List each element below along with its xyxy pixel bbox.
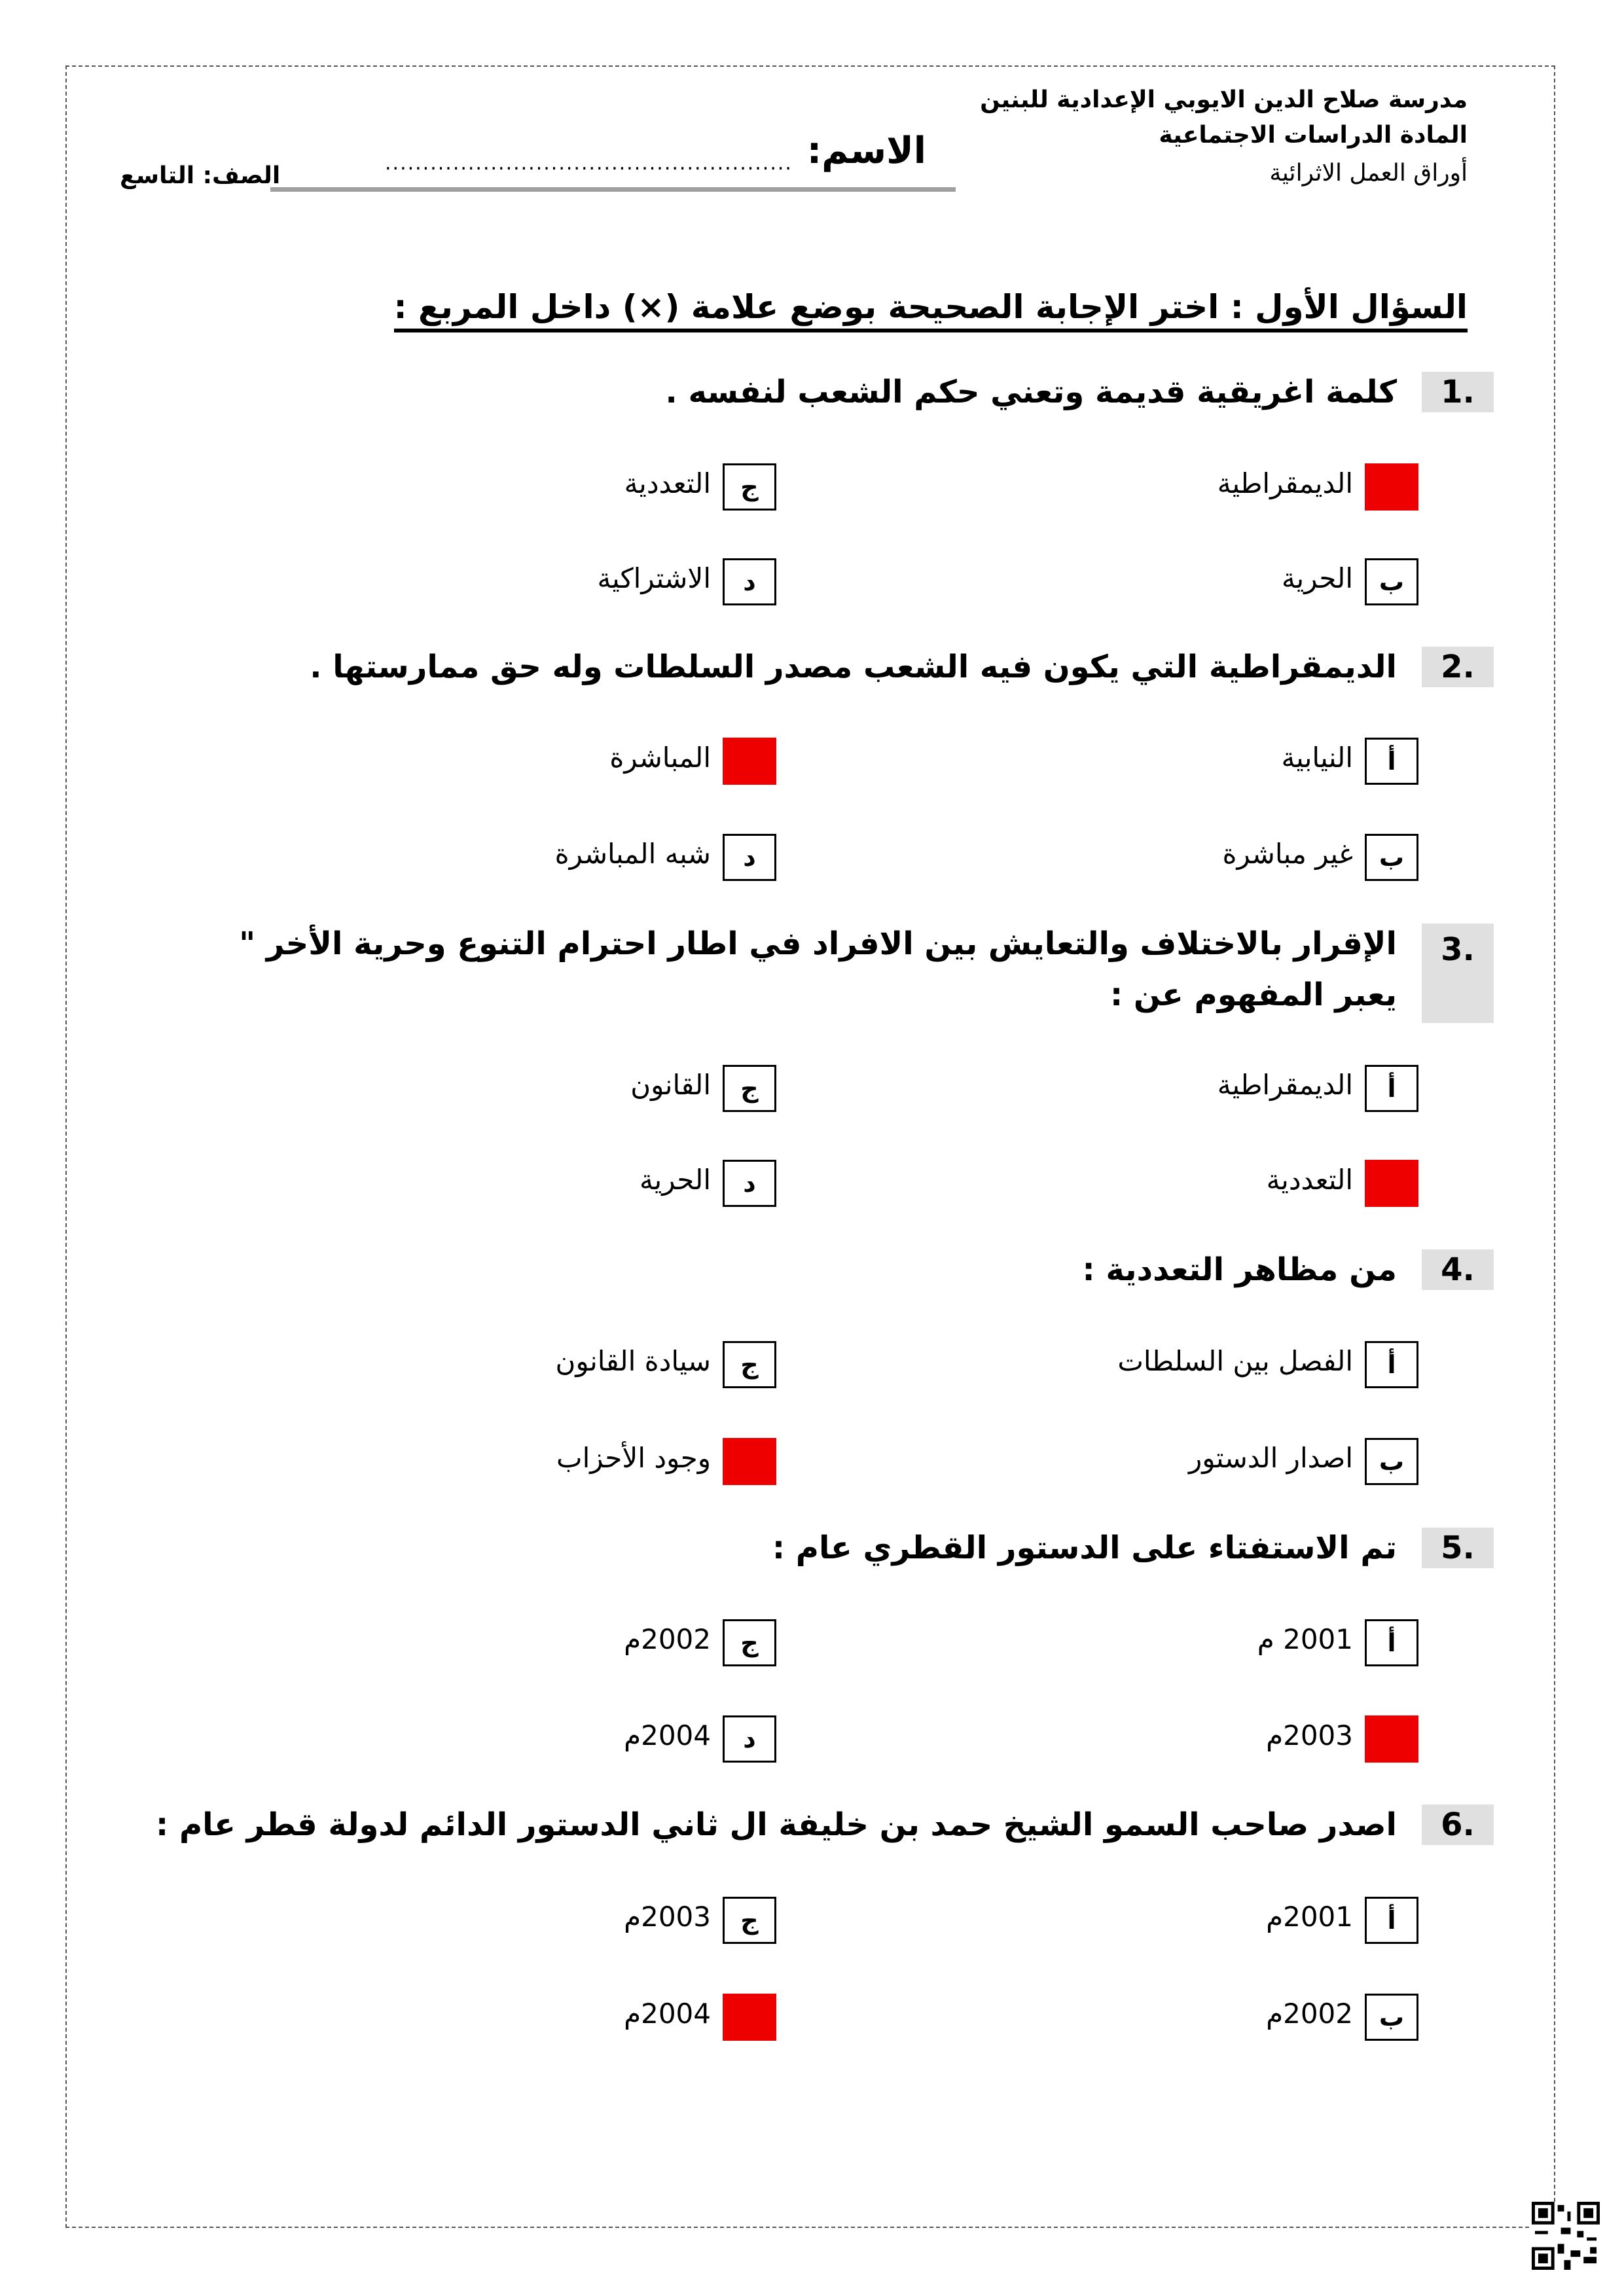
answer-checkbox[interactable] [723, 1065, 776, 1112]
option-text: 2003م [624, 1901, 711, 1933]
question-text-continued: يعبر المفهوم عن : [1110, 977, 1397, 1013]
option-letter: ب [1379, 1447, 1405, 1476]
option-letter: د [743, 843, 756, 872]
option-text: 2001 م [1257, 1623, 1353, 1655]
option-text: التعددية [1266, 1164, 1353, 1196]
option-letter: د [743, 567, 756, 596]
name-label: الاسم: [806, 130, 926, 172]
question-text: كلمة اغريقية قديمة وتعني حكم الشعب لنفسه . [665, 374, 1397, 410]
question-text: من مظاهر التعددية : [1082, 1251, 1397, 1288]
question-number: 1. [1422, 372, 1494, 412]
option-letter: ب [1379, 567, 1405, 596]
question-number: 5. [1422, 1528, 1494, 1568]
answer-checkbox-marked[interactable] [1365, 1160, 1418, 1207]
answer-checkbox[interactable] [1365, 1897, 1418, 1944]
answer-checkbox[interactable] [723, 1897, 776, 1944]
question-text: تم الاستفتاء على الدستور القطري عام : [772, 1530, 1397, 1566]
question-text: اصدر صاحب السمو الشيخ حمد بن خليفة ال ثاني الدستور الدائم لدولة قطر عام : [156, 1806, 1397, 1843]
option-letter: د [743, 1169, 756, 1198]
question-text: الديمقراطية التي يكون فيه الشعب مصدر السلطات وله حق ممارستها . [310, 649, 1397, 685]
option-text: غير مباشرة [1222, 838, 1353, 870]
name-underline [270, 187, 956, 192]
option-text: 2003م [1266, 1719, 1353, 1751]
option-text: الديمقراطية [1217, 1069, 1353, 1101]
option-text: الفصل بين السلطات [1117, 1345, 1353, 1377]
answer-checkbox[interactable] [1365, 834, 1418, 881]
option-letter: د [743, 1725, 756, 1753]
option-letter: أ [1387, 1074, 1396, 1103]
question-number: 6. [1422, 1804, 1494, 1845]
answer-checkbox[interactable] [723, 558, 776, 605]
option-text: 2001م [1266, 1901, 1353, 1933]
option-letter: ج [740, 1074, 759, 1103]
answer-checkbox[interactable] [723, 1715, 776, 1763]
option-letter: أ [1387, 747, 1396, 776]
option-text: الاشتراكية [597, 562, 711, 594]
question-number: 4. [1422, 1249, 1494, 1290]
question-number: 2. [1422, 647, 1494, 687]
option-text: اصدار الدستور [1188, 1442, 1353, 1474]
answer-checkbox[interactable] [723, 1341, 776, 1388]
qr-code-icon [1532, 2202, 1600, 2270]
option-letter: ب [1379, 843, 1405, 872]
option-text: الديمقراطية [1217, 467, 1353, 499]
answer-checkbox[interactable] [1365, 1619, 1418, 1666]
option-letter: ج [740, 1906, 759, 1935]
answer-checkbox[interactable] [1365, 738, 1418, 785]
school-name: مدرسة صلاح الدين الايوبي الإعدادية للبنين [980, 86, 1468, 113]
option-text: المباشرة [609, 742, 711, 774]
grade-label: الصف: التاسع [120, 162, 281, 189]
option-letter: ج [740, 1350, 759, 1379]
option-letter: ج [740, 1628, 759, 1657]
answer-checkbox-marked[interactable] [723, 1438, 776, 1485]
answer-checkbox-marked[interactable] [723, 738, 776, 785]
option-letter: ب [1379, 2003, 1405, 2032]
option-text: 2002م [624, 1623, 711, 1655]
option-letter: أ [1387, 1350, 1396, 1379]
answer-checkbox[interactable] [1365, 1341, 1418, 1388]
option-text: 2004م [624, 1998, 711, 2030]
option-text: القانون [630, 1069, 711, 1101]
option-text: النيابية [1281, 742, 1353, 774]
question-text: الإقرار بالاختلاف والتعايش بين الافراد في اطار احترام التنوع وحرية الأخر " [239, 925, 1397, 962]
option-text: وجود الأحزاب [556, 1442, 711, 1474]
answer-checkbox-marked[interactable] [1365, 463, 1418, 511]
answer-checkbox-marked[interactable] [723, 1994, 776, 2041]
option-text: 2002م [1266, 1998, 1353, 2030]
option-text: سيادة القانون [555, 1345, 711, 1377]
option-letter: ج [740, 473, 759, 501]
answer-checkbox[interactable] [1365, 1994, 1418, 2041]
answer-checkbox[interactable] [723, 834, 776, 881]
section-title: السؤال الأول : اختر الإجابة الصحيحة بوضع علامة (×) داخل المربع : [394, 288, 1468, 332]
option-letter: أ [1387, 1906, 1396, 1935]
option-text: شبه المباشرة [554, 838, 711, 870]
answer-checkbox-marked[interactable] [1365, 1715, 1418, 1763]
answer-checkbox[interactable] [723, 463, 776, 511]
option-text: الحرية [640, 1164, 711, 1196]
option-text: الحرية [1282, 562, 1353, 594]
answer-checkbox[interactable] [1365, 1438, 1418, 1485]
question-number: 3. [1422, 924, 1494, 1023]
name-field[interactable]: ...................................................... [385, 152, 793, 175]
answer-checkbox[interactable] [723, 1160, 776, 1207]
answer-checkbox[interactable] [1365, 558, 1418, 605]
subject-name: المادة الدراسات الاجتماعية [1159, 122, 1468, 149]
answer-checkbox[interactable] [1365, 1065, 1418, 1112]
option-letter: أ [1387, 1628, 1396, 1657]
option-text: التعددية [624, 467, 711, 499]
sheet-title: أوراق العمل الاثرائية [1269, 160, 1468, 187]
answer-checkbox[interactable] [723, 1619, 776, 1666]
option-text: 2004م [624, 1719, 711, 1751]
